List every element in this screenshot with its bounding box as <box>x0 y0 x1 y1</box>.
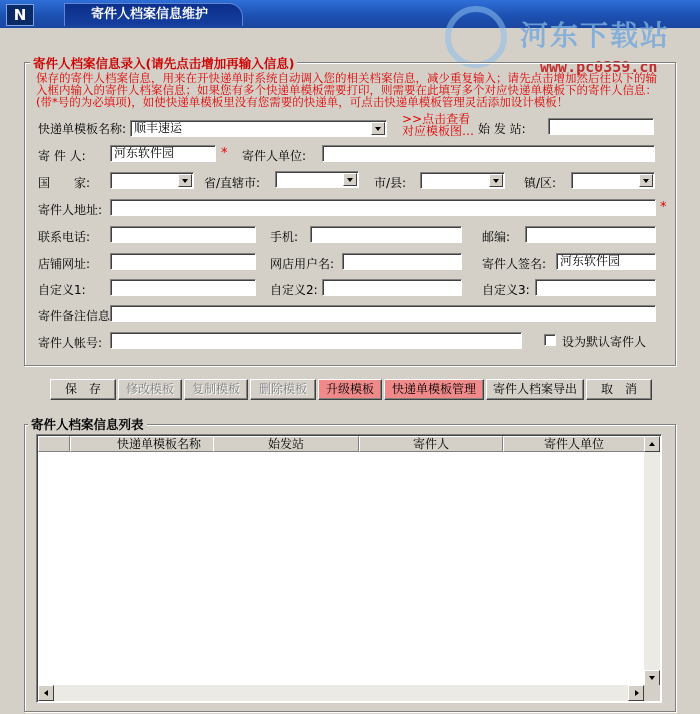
custom2-label: 自定义2: <box>270 283 318 297</box>
sender-list-grid[interactable] <box>36 434 662 703</box>
save-button[interactable]: 保 存 <box>50 379 116 400</box>
city-label: 市/县: <box>374 176 407 190</box>
zip-field[interactable] <box>525 226 656 243</box>
province-select[interactable] <box>275 171 359 188</box>
delete-template-button[interactable]: 删除模板 <box>250 379 316 400</box>
watermark-brand: 河东下载站 <box>520 19 671 52</box>
column-header-sender[interactable]: 寄件人 <box>359 436 503 452</box>
custom1-label: 自定义1: <box>38 283 86 297</box>
watermark-logo <box>445 6 507 68</box>
remark-field[interactable] <box>110 305 656 322</box>
template-select-value: 顺丰速运 <box>134 121 183 135</box>
address-required-mark: * <box>660 200 667 215</box>
list-legend: 寄件人档案信息列表 <box>28 415 147 433</box>
sender-field[interactable]: 河东软件园 <box>110 145 216 162</box>
mobile-label: 手机: <box>270 230 299 244</box>
sender-label: 寄 件 人: <box>38 149 86 163</box>
signature-label: 寄件人签名: <box>482 257 547 271</box>
cancel-button[interactable]: 取 消 <box>586 379 652 400</box>
scroll-down-icon[interactable] <box>644 670 660 686</box>
default-sender-label: 设为默认寄件人 <box>562 335 647 349</box>
entry-notice: 保存的寄件人档案信息，用来在开快递单时系统自动调入您的相关档案信息，减少重复输入；请先点击增加然后往以下的输入框内输入的寄件人档案信息；如果您有多个快递单模板需要打印，则需要在此填写多个对应快递单模板下的寄件人信息：(带*号的为必填项)，如使快递单模板里没有您需要的快递单，可点击快递单模板管理灵活添加设计模板！ <box>36 71 657 109</box>
column-header-company[interactable]: 寄件人单位 <box>503 436 645 452</box>
company-label: 寄件人单位: <box>242 149 307 163</box>
signature-field[interactable]: 河东软件园 <box>556 253 656 270</box>
remark-label: 寄件备注信息 <box>38 309 111 323</box>
shop-url-label: 店铺网址: <box>38 257 91 271</box>
address-label: 寄件人地址: <box>38 203 103 217</box>
phone-field[interactable] <box>110 226 256 243</box>
chevron-down-icon[interactable] <box>639 174 653 187</box>
country-select[interactable] <box>110 172 194 189</box>
zip-label: 邮编: <box>482 230 511 244</box>
template-select[interactable] <box>130 120 387 137</box>
copy-template-button[interactable]: 复制模板 <box>184 379 248 400</box>
origin-field[interactable] <box>548 118 654 135</box>
account-field[interactable] <box>110 332 522 349</box>
manage-templates-button[interactable]: 快递单模板管理 <box>384 379 484 400</box>
custom3-field[interactable] <box>535 279 656 296</box>
scroll-right-icon[interactable] <box>628 685 644 701</box>
grid-indicator-header <box>38 436 70 452</box>
shop-user-field[interactable] <box>342 253 462 270</box>
export-button[interactable]: 寄件人档案导出 <box>486 379 584 400</box>
upgrade-template-button[interactable]: 升级模板 <box>318 379 382 400</box>
town-label: 镇/区: <box>524 176 557 190</box>
custom2-field[interactable] <box>322 279 462 296</box>
scroll-up-icon[interactable] <box>644 436 660 452</box>
account-label: 寄件人帐号: <box>38 336 103 350</box>
province-label: 省/直辖市: <box>204 176 261 190</box>
address-field[interactable] <box>110 199 656 216</box>
view-template-link[interactable]: >>点击查看对应模板图… <box>402 112 475 138</box>
company-field[interactable] <box>322 145 655 162</box>
origin-label: 始 发 站: <box>478 122 526 136</box>
horizontal-scrollbar[interactable] <box>38 685 644 701</box>
chevron-down-icon[interactable] <box>371 122 385 135</box>
chevron-down-icon[interactable] <box>343 173 357 186</box>
column-header-origin[interactable]: 始发站 <box>213 436 359 452</box>
entry-legend: 寄件人档案信息录入(请先点击增加再输入信息) <box>30 54 297 72</box>
default-sender-checkbox[interactable] <box>544 334 556 346</box>
sender-required-mark: * <box>221 146 228 161</box>
chevron-down-icon[interactable] <box>489 174 503 187</box>
city-select[interactable] <box>420 172 505 189</box>
shop-user-label: 网店用户名: <box>270 257 335 271</box>
custom3-label: 自定义3: <box>482 283 530 297</box>
app-icon: N <box>6 4 34 26</box>
window-title: 寄件人档案信息维护 <box>64 3 243 26</box>
town-select[interactable] <box>571 172 655 189</box>
shop-url-field[interactable] <box>110 253 256 270</box>
country-label: 国 家: <box>38 176 91 190</box>
template-label: 快递单模板名称: <box>38 122 127 136</box>
watermark-url: www.pc0359.cn <box>540 58 658 76</box>
vertical-scrollbar[interactable] <box>644 436 660 686</box>
mobile-field[interactable] <box>310 226 462 243</box>
chevron-down-icon[interactable] <box>178 174 192 187</box>
phone-label: 联系电话: <box>38 230 91 244</box>
scrollbar-corner <box>644 685 660 701</box>
scroll-left-icon[interactable] <box>38 685 54 701</box>
custom1-field[interactable] <box>110 279 256 296</box>
edit-template-button[interactable]: 修改模板 <box>118 379 182 400</box>
column-header-template[interactable]: 快递单模板名称 <box>70 436 248 452</box>
